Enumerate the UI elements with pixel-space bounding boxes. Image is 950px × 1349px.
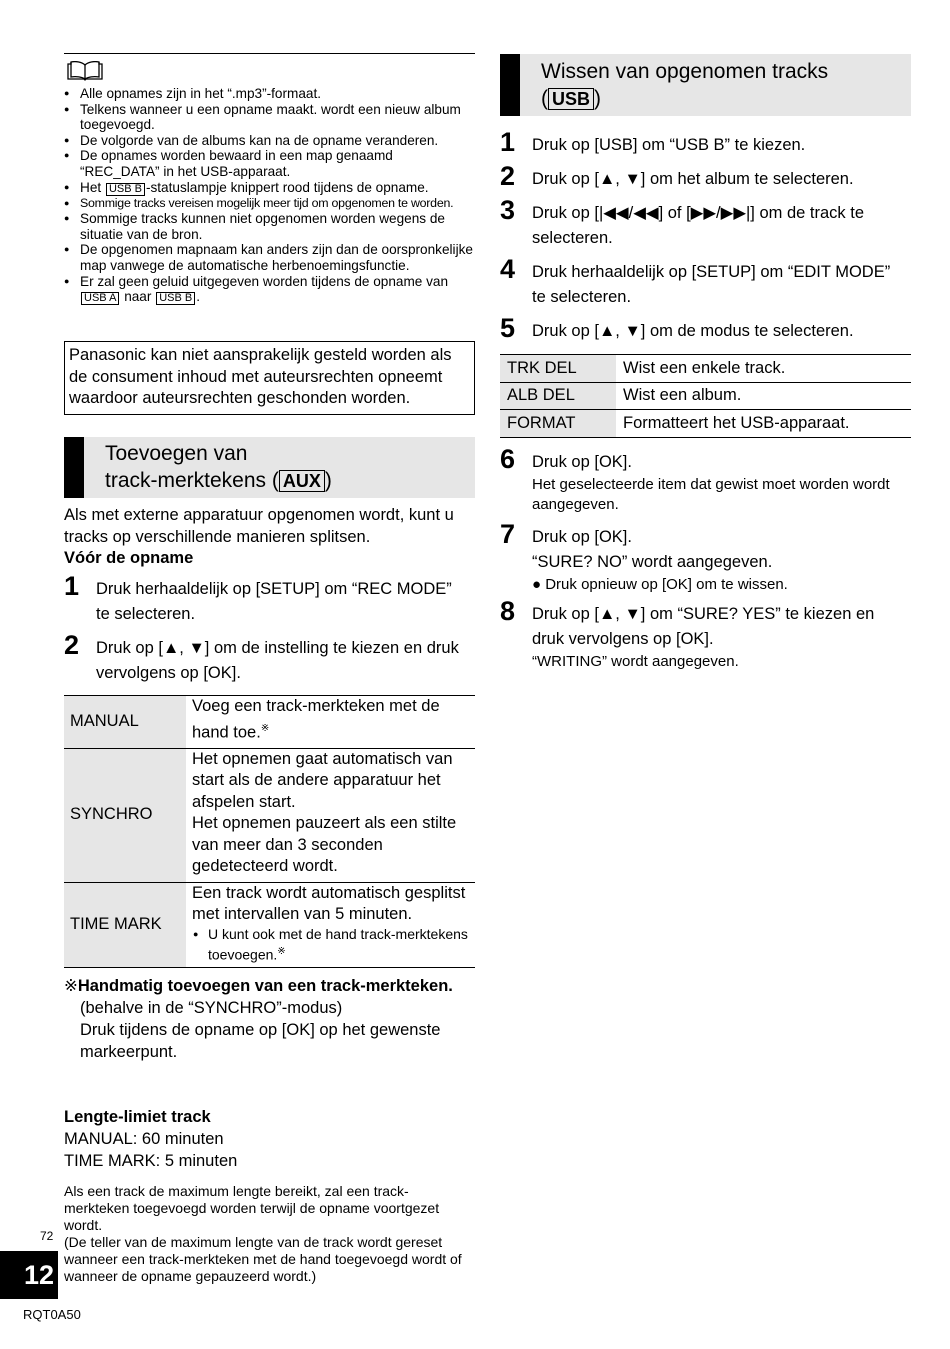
table-key: MANUAL: [64, 696, 186, 749]
section-intro: Als met externe apparatuur opgenomen wordt, kunt u tracks op verschillende manieren splitsen.: [64, 506, 454, 546]
note-item: ● Sommige tracks vereisen mogelijk meer tijd om opgenomen te worden.: [64, 196, 476, 212]
note-item: ● De volgorde van de albums kan na de opname veranderen.: [64, 133, 476, 149]
table-key: FORMAT: [500, 410, 616, 438]
table-value: Wist een enkele track.: [616, 355, 911, 383]
track-length-limit: Lengte-limiet track MANUAL: 60 minuten TIME MARK: 5 minuten: [64, 1108, 238, 1170]
section-header-delete-tracks: [500, 54, 911, 116]
document-code: RQT0A50: [23, 1307, 81, 1322]
manual-note: ※Handmatig toevoegen van een track-merkteken. (behalve in de “SYNCHRO”-modus) Druk tijdens de opname op [OK] op het gewenste markeerpunt.: [64, 977, 453, 1061]
note-item: ● Telkens wanneer u een opname maakt. wordt een nieuw album toegevoegd.: [64, 102, 476, 133]
table-row: [500, 355, 911, 383]
rec-mode-table: [64, 695, 475, 968]
notes-list: [64, 86, 476, 305]
usb-key: USB: [548, 88, 594, 110]
top-rule: [64, 53, 475, 54]
note-item: ● Er zal geen geluid uitgegeven worden tijdens de opname van USB A naar USB B .: [64, 274, 476, 306]
note-item: ● Het USB B -statuslampje knippert rood tijdens de opname.: [64, 180, 476, 196]
section-title: Toevoegen van track-merktekens ( AUX ): [105, 442, 332, 492]
before-recording-heading: Vóór de opname: [64, 549, 194, 567]
table-row: [64, 696, 475, 749]
section-header-track-marks: [64, 437, 475, 498]
copyright-disclaimer: Panasonic kan niet aansprakelijk gesteld worden als de consument inhoud met auteursrechten opneemt waardoor auteursrechten geschonden worden.: [64, 341, 475, 415]
usb-b-badge: USB B: [106, 183, 145, 196]
page-number-tab: 12: [0, 1251, 58, 1299]
table-key: ALB DEL: [500, 382, 616, 410]
aux-key: AUX: [279, 470, 325, 492]
table-key: TIME MARK: [64, 882, 186, 968]
table-value: Het opnemen gaat automatisch van start als de andere apparatuur het afspelen start. Het opnemen pauzeert als een stilte van meer dan 3 seconden gedetecteerd wordt.: [186, 748, 475, 882]
table-value: Formatteert het USB-apparaat.: [616, 410, 911, 438]
note-item: ● De opgenomen mapnaam kan anders zijn dan de oorspronkelijke map vanwege de automatische herbenoemingsfunctie.: [64, 242, 476, 273]
table-row: [500, 382, 911, 410]
table-key: TRK DEL: [500, 355, 616, 383]
table-value: Wist een album.: [616, 382, 911, 410]
limit-note: Als een track de maximum lengte bereikt, zal een track-merkteken toegevoegd worden terwijl de opname voortgezet wordt. (De teller van de maximum lengte van de track wordt gereset wanneer een track-merkteken met de hand toegevoegd wordt of wanneer de opname gepauzeerd wordt.): [64, 1183, 462, 1284]
note-item: ● De opnames worden bewaard in een map genaamd “REC_DATA” in het USB-apparaat.: [64, 148, 476, 179]
section-title: Wissen van opgenomen tracks ( USB ): [541, 60, 829, 110]
section-bar: [500, 54, 520, 116]
usb-a-badge: USB A: [81, 292, 119, 305]
section-bar: [64, 437, 84, 498]
page-number-small: 72: [40, 1229, 54, 1243]
book-icon: [66, 61, 104, 86]
edit-mode-table: [500, 354, 911, 438]
table-value: Voeg een track-merkteken met de hand toe.※: [186, 696, 475, 749]
table-key: SYNCHRO: [64, 748, 186, 882]
usb-b-badge: USB B: [156, 292, 195, 305]
table-row: [64, 882, 475, 968]
note-item: ● Sommige tracks kunnen niet opgenomen worden wegens de situatie van de bron.: [64, 211, 476, 242]
note-item: ● Alle opnames zijn in het “.mp3”-formaat.: [64, 86, 476, 102]
table-value: Een track wordt automatisch gesplitst met intervallen van 5 minuten. ● U kunt ook met de hand track-merktekens toevoegen.※: [186, 882, 475, 968]
table-row: [500, 410, 911, 438]
table-row: [64, 748, 475, 882]
